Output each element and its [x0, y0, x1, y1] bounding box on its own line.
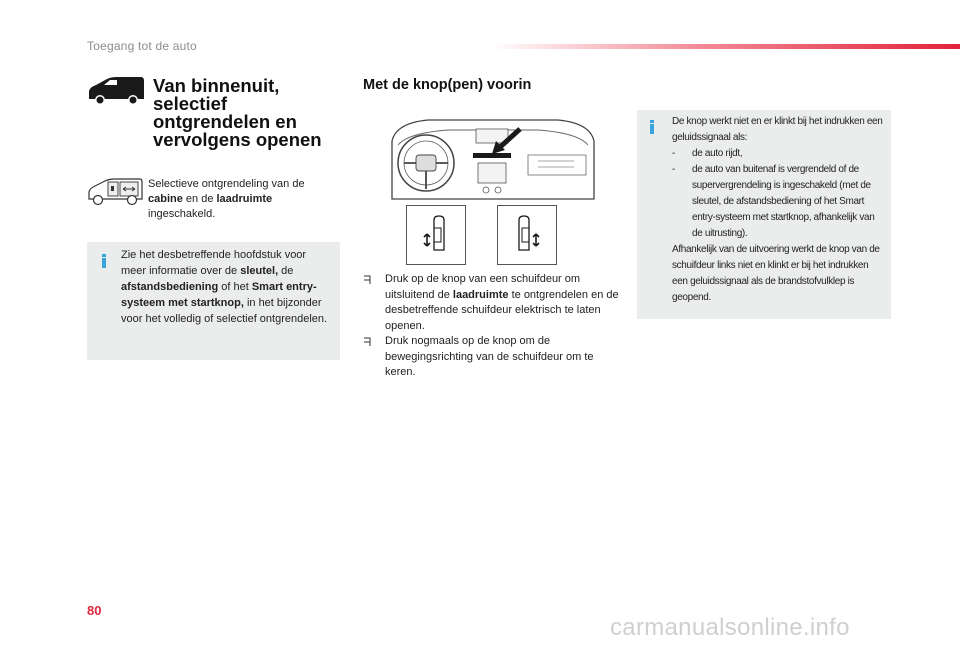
step-arrow-icon: [363, 272, 385, 334]
info-box-text: [672, 114, 886, 306]
text-bold: Smart entry-systeem met startknop,: [121, 281, 317, 309]
instruction-step: [363, 334, 619, 381]
info-intro: De knop werkt niet en er klinkt bij het indrukken een geluidssignaal als:: [672, 116, 883, 143]
header-accent-bar: [490, 44, 960, 49]
info-icon: [647, 120, 657, 134]
list-item-text: de auto rijdt,: [692, 148, 743, 159]
step-arrow-icon: [363, 334, 385, 381]
instruction-steps: [363, 272, 619, 381]
info-outro: Afhankelijk van de uitvoering werkt de knop van de schuifdeur links niet en klinkt er bij het indrukken een geluidssignaal als de brandstofvulklep is geopend.: [672, 244, 880, 303]
main-heading-line: selectief: [153, 93, 228, 114]
text-fragment: in het bijzonder voor het volledig of selectief ontgrendelen.: [121, 297, 328, 325]
text-fragment: Zie het desbetreffende hoofdstuk voor meer informatie over de: [121, 249, 307, 277]
text-bold: cabine: [148, 193, 183, 205]
intro-text: [148, 177, 318, 222]
text-fragment: of het: [218, 281, 252, 293]
info-box-reference: [87, 242, 340, 360]
instruction-step: [363, 272, 619, 334]
chapter-title: Toegang tot de auto: [87, 39, 197, 53]
main-heading-line: Van binnenuit,: [153, 75, 280, 96]
watermark: carmanualsonline.info: [610, 614, 850, 641]
text-bold: laadruimte: [452, 288, 509, 301]
text-fragment: ingeschakeld.: [148, 208, 216, 220]
main-heading-line: ontgrendelen en: [153, 111, 297, 132]
page-number: 80: [87, 603, 102, 618]
list-item: [672, 146, 886, 162]
van-door-icon: [87, 177, 143, 206]
list-dash: -: [672, 148, 675, 159]
text-fragment: Druk op de knop van een schuifdeur om uitsluitend de: [385, 273, 581, 301]
info-box-text: [121, 247, 334, 327]
section-heading: Met de knop(pen) voorin: [363, 77, 532, 93]
step-text: Druk nogmaals op de knop om de bewegingsrichting van de schuifdeur om te keren.: [385, 335, 594, 378]
step-text: [385, 272, 619, 334]
text-fragment: te ontgrendelen en de desbetreffende schuifdeur elektrisch te laten openen.: [385, 288, 619, 332]
list-item: [672, 162, 886, 242]
list-dash: -: [672, 164, 675, 175]
text-bold: sleutel,: [240, 265, 279, 277]
sliding-door-left-icon: [406, 205, 466, 265]
sliding-door-right-icon: [497, 205, 557, 265]
text-bold: afstandsbediening: [121, 281, 219, 293]
text-bold: laadruimte: [216, 193, 273, 205]
list-item-text: de auto van buitenaf is vergrendeld of de supervergrendeling is ingeschakeld (met de sleutel, de afstandsbediening of het Smart entry-systeem met startknop, afhankelijk van de uitrusting).: [692, 164, 875, 239]
van-icon: [87, 75, 145, 107]
text-fragment: Selectieve ontgrendeling van de: [148, 178, 305, 190]
text-fragment: en de: [182, 193, 217, 205]
text-fragment: de: [278, 265, 294, 277]
info-box-warning: [637, 110, 891, 319]
main-heading: [153, 77, 353, 149]
main-heading-line: vervolgens openen: [153, 129, 322, 150]
dashboard-illustration: [388, 115, 598, 203]
info-icon: [99, 254, 109, 268]
